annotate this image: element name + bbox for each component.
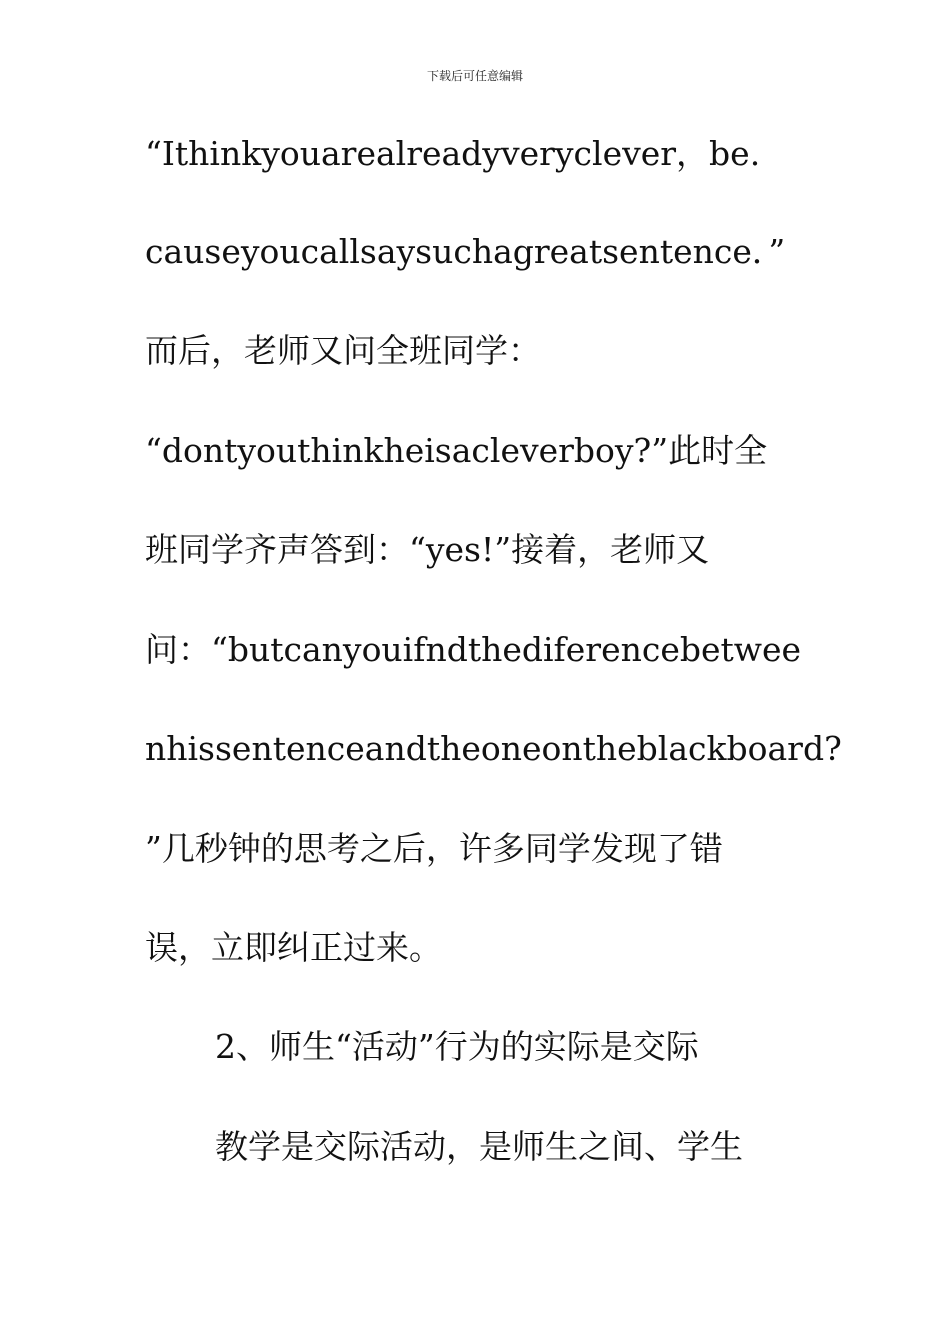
text-line: ”几秒钟的思考之后，许多同学发现了错 [145, 829, 723, 868]
page-header-note: 下载后可任意编辑 [426, 69, 523, 83]
text-line: 班同学齐声答到：“yes!”接着，老师又 [145, 530, 710, 569]
text-line: causeyoucallsaysuchagreatsentence．” [145, 232, 786, 271]
text-line: 而后，老师又问全班同学： [145, 331, 541, 370]
text-line: 误，立即纠正过来。 [145, 928, 442, 967]
text-line: nhissentenceandtheoneontheblackboard? [145, 729, 842, 768]
text-line: “Ithinkyouarealreadyveryclever，be. [145, 134, 761, 173]
section-heading: 2、师生“活动”行为的实际是交际 [215, 1027, 699, 1066]
paragraph-start: 教学是交际活动，是师生之间、学生 [215, 1127, 743, 1166]
text-line: 问：“butcanyouifndthediferencebetwee [145, 630, 802, 669]
text-line: “dontyouthinkheisacleverboy?”此时全 [145, 431, 768, 470]
